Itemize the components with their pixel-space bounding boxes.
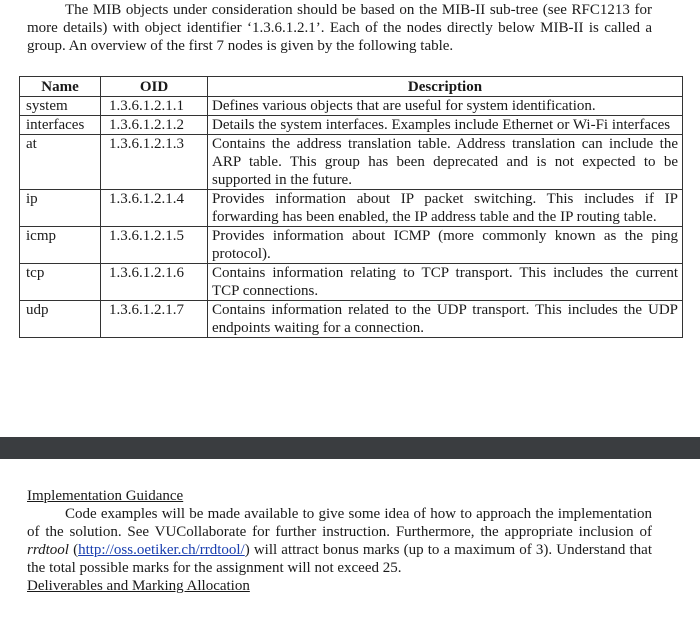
rrdtool-name: rrdtool (27, 542, 69, 558)
table-row (20, 97, 683, 116)
row-description: Details the system interfaces. Examples include Ethernet or Wi-Fi interfaces (208, 116, 683, 135)
header-oid: OID (101, 77, 208, 97)
table-row (20, 227, 683, 264)
row-description: Provides information about ICMP (more commonly known as the ping protocol). (208, 227, 683, 264)
page-divider-bar (0, 437, 700, 459)
row-name: ip (20, 190, 101, 227)
paren-open: ( (68, 542, 79, 558)
table-row (20, 190, 683, 227)
row-description: Contains information related to the UDP transport. This includes the UDP endpoints waiting for a connection. (208, 301, 683, 338)
row-description: Defines various objects that are useful for system identification. (208, 97, 683, 116)
row-description: Contains information relating to TCP transport. This includes the current TCP connections. (208, 264, 683, 301)
table-row (20, 135, 683, 190)
table-header-row (20, 77, 683, 97)
row-name: tcp (20, 264, 101, 301)
header-description: Description (208, 77, 683, 97)
row-name: system (20, 97, 101, 116)
implementation-paragraph (27, 505, 652, 577)
table-row (20, 264, 683, 301)
row-oid: 1.3.6.1.2.1.1 (101, 97, 208, 116)
row-name: interfaces (20, 116, 101, 135)
row-description: Provides information about IP packet switching. This includes if IP forwarding has been enabled, the IP address table and the IP routing table. (208, 190, 683, 227)
rrdtool-link[interactable]: http://oss.oetiker.ch/rrdtool/ (78, 542, 245, 558)
implementation-text-before: Code examples will be made available to give some idea of how to approach the implementation of the solution. See VUCollaborate for further instruction. Furthermore, the appropriate inclusion of (27, 506, 652, 540)
row-name: icmp (20, 227, 101, 264)
intro-text: The MIB objects under consideration should be based on the MIB-II sub-tree (see RFC1213 for more details) with object identifier ‘1.3.6.1.2.1’. Each of the nodes directly below MIB-II is called a group. An overview of the first 7 nodes is given by the following table. (27, 2, 652, 54)
row-oid: 1.3.6.1.2.1.7 (101, 301, 208, 338)
implementation-section (27, 487, 652, 595)
header-name: Name (20, 77, 101, 97)
table-row (20, 301, 683, 338)
row-oid: 1.3.6.1.2.1.4 (101, 190, 208, 227)
row-oid: 1.3.6.1.2.1.6 (101, 264, 208, 301)
row-description: Contains the address translation table. Address translation can include the ARP table. This group has been deprecated and is not expected to be supported in the future. (208, 135, 683, 190)
row-oid: 1.3.6.1.2.1.3 (101, 135, 208, 190)
row-oid: 1.3.6.1.2.1.2 (101, 116, 208, 135)
mib-groups-table (19, 76, 683, 338)
row-name: udp (20, 301, 101, 338)
deliverables-heading: Deliverables and Marking Allocation (27, 578, 250, 594)
table-row (20, 116, 683, 135)
implementation-heading: Implementation Guidance (27, 488, 184, 504)
row-oid: 1.3.6.1.2.1.5 (101, 227, 208, 264)
implementation-text-after: ) will attract bonus marks (up to a maximum of 3). Understand that the total possible marks for the assignment will not exceed 25. (27, 542, 653, 576)
row-name: at (20, 135, 101, 190)
intro-paragraph (27, 1, 652, 55)
